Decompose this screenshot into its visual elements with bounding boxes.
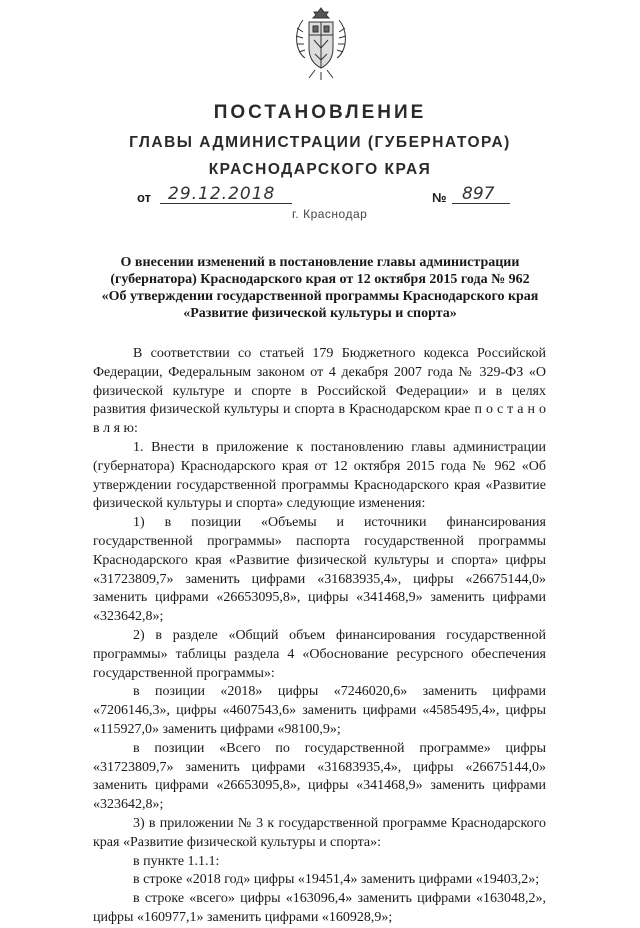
document-number: 897	[462, 184, 495, 204]
body-paragraph: 2) в разделе «Общий объем финансирования государственной программы» таблицы раздела 4 «Обоснование ресурсного обеспечения государственной программы»:	[93, 627, 546, 681]
body-paragraph: в строке «всего» цифры «163096,4» заменить цифрами «163048,2», цифры «160977,1» заменить цифрами «160928,9»;	[93, 891, 546, 925]
body-paragraph: 1. Внести в приложение к постановлению главы администрации (губернатора) Краснодарского края от 12 октября 2015 года № 962 «Об утверждении государственной программы Краснодарского края «Развитие физической культуры и спорта» следующие изменения:	[93, 439, 546, 512]
date-prefix: от	[137, 190, 151, 205]
body-paragraph: в позиции «Всего по государственной программе» цифры «31723809,7» заменить цифрами «31683935,4», цифры «26675144,0» заменить цифрами «26653095,8», цифры «341468,9» заменить цифрами «323642,8»;	[93, 740, 546, 813]
city-label: г. Краснодар	[292, 207, 368, 221]
number-prefix: №	[432, 190, 447, 205]
body-paragraph: 1) в позиции «Объемы и источники финансирования государственной программы» паспорта государственной программы Краснодарского края «Развитие физической культуры и спорта» цифры «31723809,7» заменить цифрами «31683935,4», цифры «26675144,0» заменить цифрами «26653095,8», цифры «341468,9» заменить цифрами «323642,8»;	[93, 515, 546, 625]
document-subject	[100, 254, 540, 322]
body-paragraph: в пункте 1.1.1:	[133, 853, 220, 869]
subject-line: «Об утверждении государственной программы Краснодарского края	[101, 289, 539, 304]
subject-line: «Развитие физической культуры и спорта»	[183, 306, 457, 321]
issuer-line-2: КРАСНОДАРСКОГО КРАЯ	[208, 161, 432, 178]
subject-line: О внесении изменений в постановление главы администрации	[120, 255, 520, 270]
body-paragraph: в строке «2018 год» цифры «19451,4» заменить цифрами «19403,2»;	[133, 872, 540, 888]
issuer-line-1: ГЛАВЫ АДМИНИСТРАЦИИ (ГУБЕРНАТОРА)	[129, 134, 511, 151]
document-body	[93, 345, 546, 928]
coat-of-arms-emblem	[293, 6, 349, 82]
document-title: ПОСТАНОВЛЕНИЕ	[213, 102, 427, 123]
body-paragraph: В соответствии со статьей 179 Бюджетного кодекса Российской Федерации, Федеральным законом от 4 декабря 2007 года № 329-ФЗ «О физической культуре и спорте в Российской Федерации» и в целях развития физической культуры и спорта в Краснодарском крае п о с т а н о в л я ю:	[93, 346, 546, 437]
body-paragraph: в позиции «2018» цифры «7246020,6» заменить цифрами «7206146,3», цифры «4607543,6» заменить цифрами «4585495,4», цифры «115927,0» заменить цифрами «98100,9»;	[93, 684, 546, 737]
body-paragraph: 3) в приложении № 3 к государственной программе Краснодарского края «Развитие физической культуры и спорта»:	[93, 815, 546, 850]
subject-line: (губернатора) Краснодарского края от 12 октября 2015 года № 962	[110, 272, 530, 287]
document-date: 29.12.2018	[168, 184, 276, 204]
